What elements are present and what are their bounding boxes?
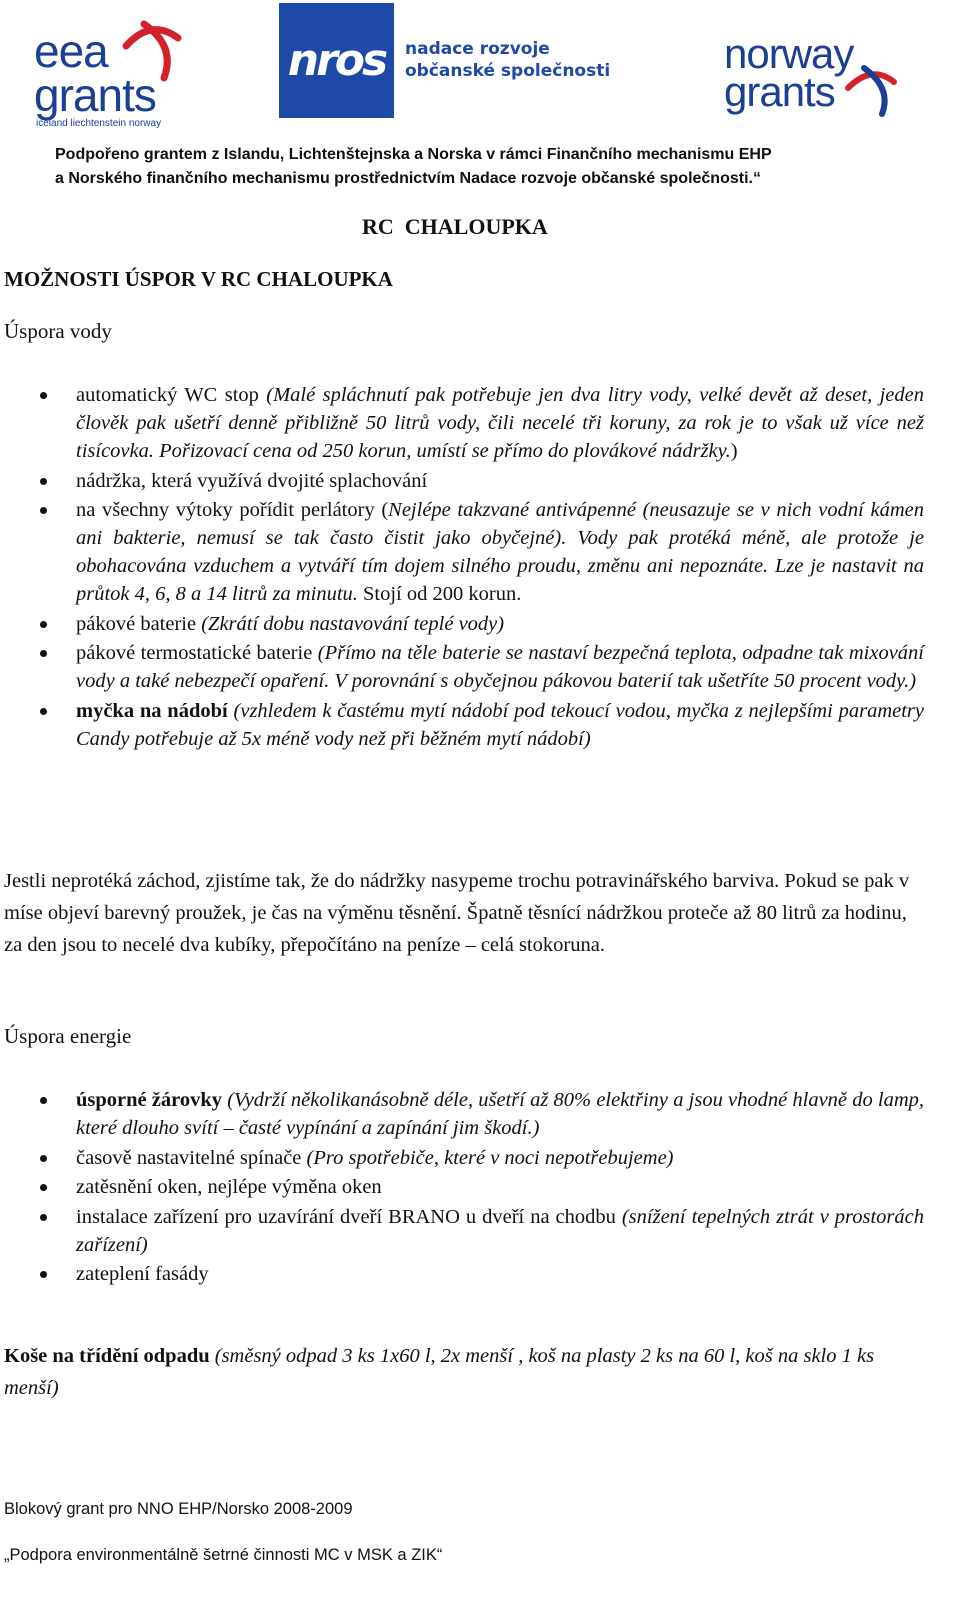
support-line-1: Podpořeno grantem z Islandu, Lichtenštejnska a Norska v rámci Finančního mechanismu EHP (55, 146, 772, 163)
cross-swoosh-icon (116, 16, 186, 86)
list-item: instalace zařízení pro uzavírání dveří BRANO u dveří na chodbu (snížení tepelných ztrát v prostorách zařízení) (0, 1203, 924, 1259)
page-title: MOŽNOSTI ÚSPOR V RC CHALOUPKA (4, 267, 393, 291)
energy-heading: Úspora energie (4, 1024, 132, 1048)
waste-bins-label: Koše na třídění odpadu (4, 1345, 210, 1367)
norway-logo-word: norway (724, 30, 854, 77)
water-list (0, 381, 924, 753)
toilet-leak-paragraph: Jestli neprotéká záchod, zjistíme tak, že do nádržky nasypeme trochu potravinářského barviva. Pokud se pak v míse objeví barevný proužek, je čas na výměnu těsnění. Špatně těsnící nádržkou proteče až 80 litrů za hodinu, za den jsou to necelé dva kubíky, přepočítáno na peníze – celá stokoruna. (4, 870, 910, 956)
nros-logo-mark: nros (287, 35, 386, 86)
water-heading: Úspora vody (4, 319, 112, 343)
center-title: RC CHALOUPKA (362, 214, 548, 239)
waste-bins-paragraph (4, 1340, 922, 1404)
list-item: pákové termostatické baterie (Přímo na těle baterie se nastaví bezpečná teplota, odpadne tak mixování vody a také nebezpečí opaření. V porovnání s obyčejnou pákovou baterií tak ušetříte 50 procent vody.) (0, 639, 924, 695)
list-item: na všechny výtoky pořídit perlátory (Nejlépe takzvané antivápenné (neusazuje se v nich vodní kámen ani bakterie, nemusí se tak často čistit jako obyčejné). Vody pak protéká méně, ale protože je obohacována vzduchem a vytváří tím dojem silného proudu, změnu ani nepoznáte. Lze je nastavit na průtok 4, 6, 8 a 14 litrů za minutu. Stojí od 200 korun. (0, 496, 924, 608)
norway-grants-logo (724, 30, 914, 124)
norway-logo-grants-word: grants (724, 68, 835, 115)
energy-list (0, 1086, 924, 1288)
eea-grants-logo (34, 14, 194, 136)
nros-line-1: nadace rozvoje (405, 39, 550, 59)
waste-bins-detail: (směsný odpad 3 ks 1x60 l, 2x menší , koš na plasty 2 ks na 60 l, koš na sklo 1 ks menší) (4, 1345, 875, 1399)
list-item: úsporné žárovky (Vydrží několikanásobně déle, ušetří až 80% elektřiny a jsou vhodné hlavně do lamp, které dlouho svítí – časté vypínání a zapínání jim škodí.) (0, 1086, 924, 1142)
logo-bar (0, 0, 960, 140)
list-item: nádržka, která využívá dvojité splachování (0, 467, 924, 495)
list-item: časově nastavitelné spínače (Pro spotřebiče, které v noci nepotřebujeme) (0, 1144, 924, 1172)
footer-project-name: „Podpora environmentálně šetrné činnosti MC v MSK a ZIK“ (4, 1546, 443, 1564)
list-item: zatěsnění oken, nejlépe výměna oken (0, 1173, 924, 1201)
support-line-2: a Norského finančního mechanismu prostřednictvím Nadace rozvoje občanské společnosti.“ (55, 170, 761, 187)
eea-logo-grants-word: grants (34, 69, 156, 121)
eea-logo-subtitle: iceland liechtenstein norway (36, 118, 162, 129)
nros-line-2: občanské společnosti (405, 61, 611, 81)
nros-logo-text (405, 38, 610, 82)
list-item: zateplení fasády (0, 1260, 924, 1288)
nros-logo (279, 3, 394, 118)
list-item: pákové baterie (Zkrátí dobu nastavování teplé vody) (0, 610, 924, 638)
eea-logo-word: eea (34, 25, 108, 77)
list-item: automatický WC stop (Malé spláchnutí pak potřebuje jen dva litry vody, velké devět až deset, jeden člověk pak ušetří denně přibližně 50 litrů vody, čili necelé tři koruny, za rok je to však už více než tisícovka. Pořizovací cena od 250 korun, umístí se přímo do plovákové nádržky.) (0, 381, 924, 465)
grant-support-note (55, 143, 772, 191)
cross-swoosh-icon (842, 62, 900, 120)
list-item: myčka na nádobí (vzhledem k častému mytí nádobí pod tekoucí vodou, myčka z nejlepšími parametry Candy potřebuje až 5x méně vody než při běžném mytí nádobí) (0, 697, 924, 753)
footer-grant-name: Blokový grant pro NNO EHP/Norsko 2008-2009 (4, 1500, 353, 1518)
